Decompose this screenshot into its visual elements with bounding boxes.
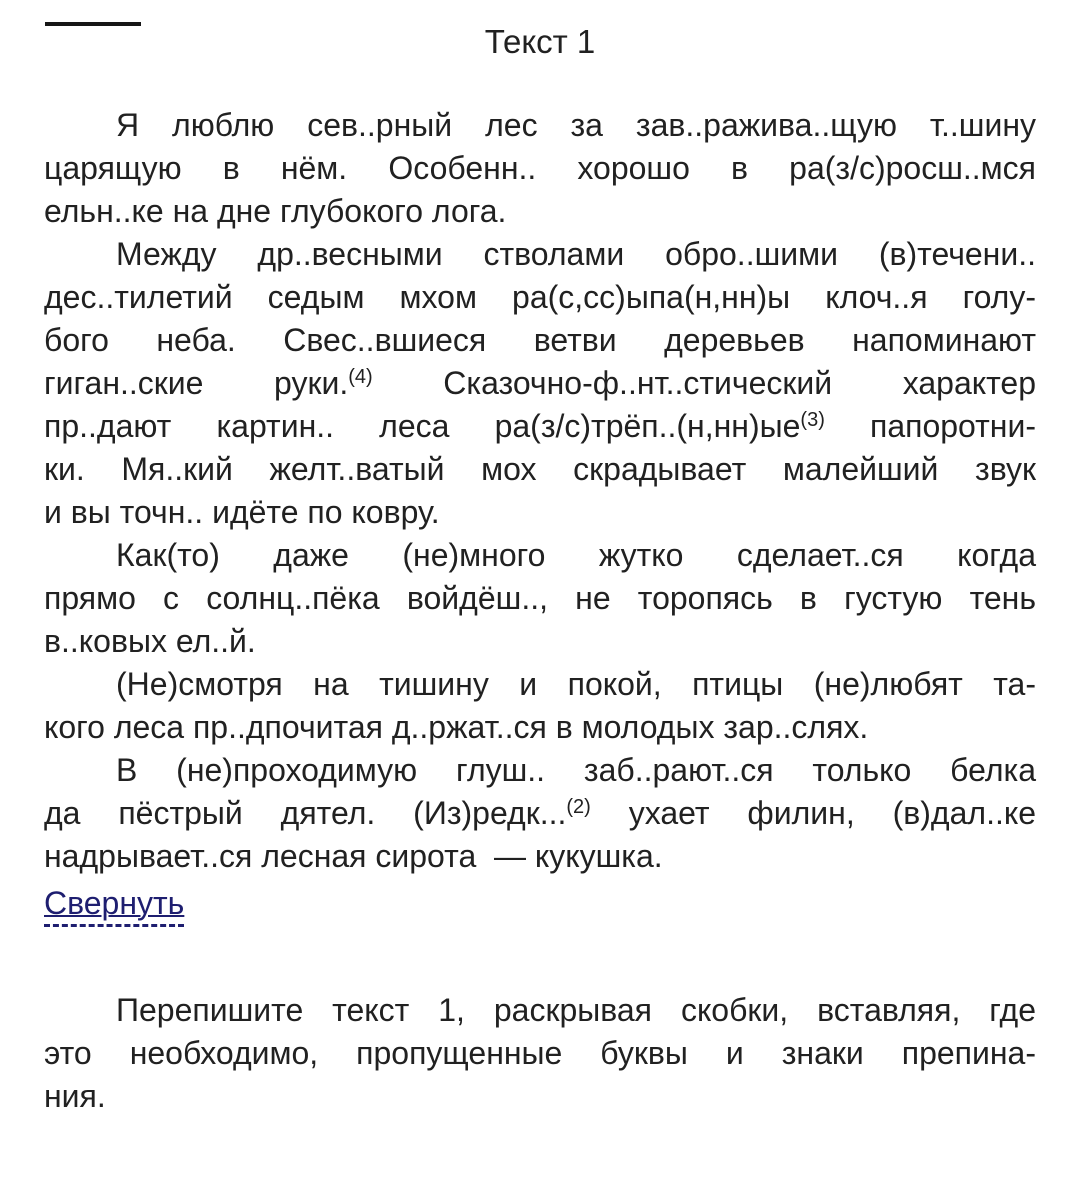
text-line: царящую в нём. Особенн.. хорошо в ра(з/с)росш..мся — [44, 150, 1036, 186]
superscript-marker: (3) — [800, 409, 825, 431]
text-line: пр..дают картин.. леса $ра(з/с)трёп..(н,нн)ые^{(3)}$ папоротни- — [44, 408, 1037, 444]
text-line: кого леса пр..дпочитая д..ржат..ся в молодых зар..слях. — [44, 709, 869, 745]
text-line: Как(то) даже (не)много жутко сделает..ся когда — [116, 537, 1036, 573]
task-instruction — [0, 989, 1080, 1118]
task-line: это необходимо, пропущенные буквы и знаки препина- — [44, 1035, 1036, 1071]
text-line: Между др..весными стволами обро..шими (в)течени.. — [116, 236, 1036, 272]
text-line: бого неба. Свес..вшиеся ветви деревьев напоминают — [44, 322, 1036, 358]
page-title: Текст 1 — [484, 23, 596, 60]
collapse-row — [0, 885, 1080, 927]
text-line: надрывает..ся лесная сирота — кукушка. — [44, 838, 663, 874]
text-line: ельн..ке на дне глубокого лога. — [44, 193, 507, 229]
truncated-element-underline — [45, 22, 141, 26]
text-line: и вы точн.. идёте по ковру. — [44, 494, 440, 530]
task-line: ния. — [44, 1078, 106, 1114]
text-line: дес..тилетий седым мхом ра(с,сс)ыпа(н,нн)ы клоч..я голу- — [44, 279, 1036, 315]
superscript-marker: (2) — [566, 796, 591, 818]
task-line: Перепишите текст 1, раскрывая скобки, вставляя, где — [116, 992, 1036, 1028]
text-line: гиган..ские руки.$^{(4)}$ Сказочно-ф..нт..стический характер — [44, 365, 1037, 401]
text-line: ки. Мя..кий желт..ватый мох скрадывает малейший звук — [44, 451, 1036, 487]
text-line: Я люблю сев..рный лес за зав..ражива..щую т..шину — [116, 107, 1036, 143]
superscript-marker: (4) — [348, 366, 373, 388]
exercise-text — [0, 104, 1080, 878]
text-line: (Не)смотря на тишину и покой, птицы (не)любят та- — [116, 666, 1036, 702]
collapse-link[interactable]: Свернуть — [44, 885, 184, 927]
text-line: В (не)проходимую глуш.. заб..рают..ся только белка — [116, 752, 1036, 788]
text-line: прямо с солнц..пёка войдёш.., не торопясь в густую тень — [44, 580, 1036, 616]
text-line: в..ковых ел..й. — [44, 623, 256, 659]
text-line: да пёстрый дятел. (Из)редк...$^{(2)}$ ухает филин, (в)дал..ке — [44, 795, 1036, 831]
